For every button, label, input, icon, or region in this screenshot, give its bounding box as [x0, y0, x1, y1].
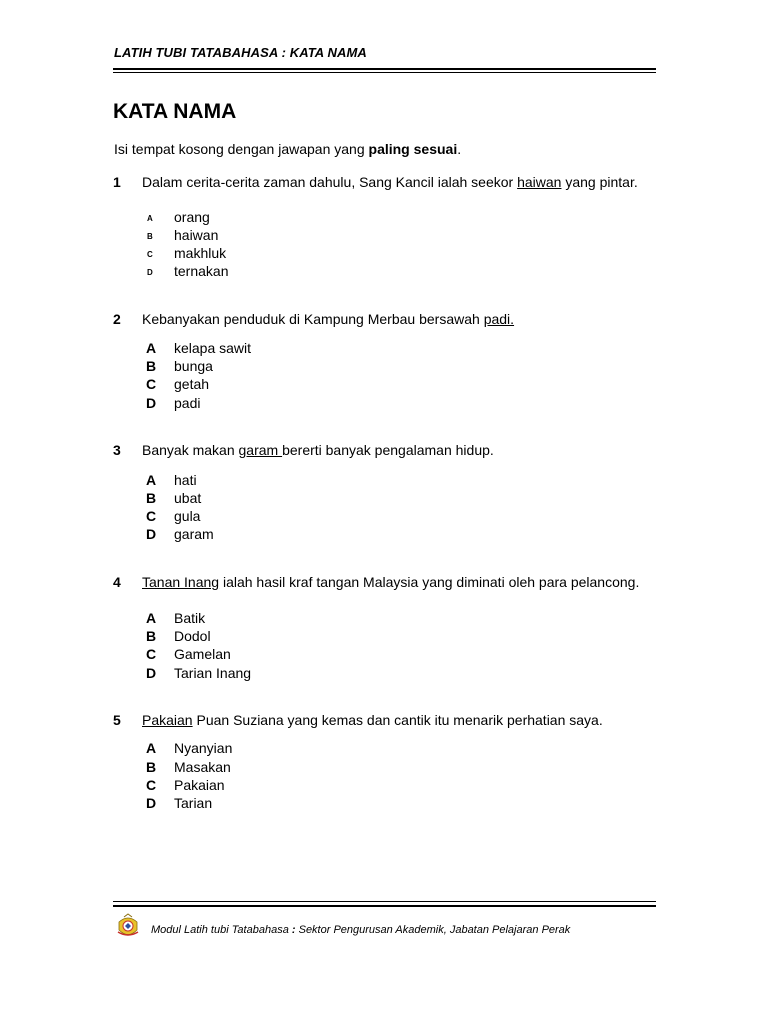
footer-text-left: Modul Latih tubi Tatabahasa	[151, 924, 292, 936]
instruction-emphasis: paling sesuai	[368, 141, 458, 157]
option-text: kelapa sawit	[174, 340, 252, 356]
option-text: gula	[174, 508, 201, 524]
question-text-before: Dalam cerita-cerita zaman dahulu, Sang Kancil ialah seekor	[142, 174, 518, 190]
question-underlined-word: garam	[238, 442, 283, 458]
question-text	[142, 712, 603, 728]
option-text: Tarian Inang	[174, 665, 252, 681]
instruction-text: Isi tempat kosong dengan jawapan yang	[114, 141, 369, 157]
option-letter: B	[146, 358, 157, 374]
question-number: 1	[113, 174, 121, 190]
option-text: orang	[174, 209, 210, 225]
option-text: ubat	[174, 490, 202, 506]
option-letter: A	[146, 340, 157, 356]
option-text: Dodol	[174, 628, 211, 644]
option-text: Masakan	[174, 759, 231, 775]
option-text: Tarian	[174, 795, 213, 811]
option-letter: B	[146, 759, 157, 775]
option-letter: B	[147, 232, 153, 241]
question-number: 4	[113, 574, 121, 590]
option-text: hati	[174, 472, 197, 488]
question-text	[142, 574, 639, 590]
question-text	[142, 311, 514, 327]
option-text: Nyanyian	[174, 740, 233, 756]
option-text: Batik	[174, 610, 206, 626]
question-underlined-word: padi.	[483, 311, 515, 327]
option-letter: C	[146, 376, 157, 392]
question-text-after: Puan Suziana yang kemas dan cantik itu menarik perhatian saya.	[192, 712, 603, 728]
option-letter: A	[146, 740, 157, 756]
option-letter: C	[146, 508, 157, 524]
question-text-before: Banyak makan	[142, 442, 239, 458]
question-number: 5	[113, 712, 121, 728]
question-text-after: ialah hasil kraf tangan Malaysia yang diminati oleh para pelancong.	[219, 574, 640, 590]
instruction-end: .	[457, 141, 462, 157]
option-letter: B	[146, 490, 157, 506]
instruction	[114, 141, 461, 157]
question-number: 3	[113, 442, 121, 458]
footer-text	[151, 924, 570, 936]
footer-rule-thin	[113, 901, 656, 902]
option-letter: D	[146, 395, 157, 411]
question-underlined-word: haiwan	[517, 174, 562, 190]
option-letter: B	[146, 628, 157, 644]
option-text: padi	[174, 395, 201, 411]
option-text: garam	[174, 526, 214, 542]
footer-colon: :	[291, 924, 296, 936]
question-number: 2	[113, 311, 121, 327]
option-letter: C	[147, 250, 153, 259]
question-text-after: yang pintar.	[561, 174, 638, 190]
option-letter: A	[147, 214, 153, 223]
option-letter: D	[146, 665, 157, 681]
question-text-after: bererti banyak pengalaman hidup.	[282, 442, 494, 458]
option-text: Pakaian	[174, 777, 225, 793]
option-letter: C	[146, 646, 157, 662]
header-rule-thin	[113, 72, 656, 73]
question-text	[142, 174, 638, 190]
crest-icon	[115, 912, 141, 940]
footer-rule-thick	[113, 905, 656, 907]
question-underlined-word: Pakaian	[142, 712, 193, 728]
crest-crown	[124, 914, 132, 917]
running-header: LATIH TUBI TATABAHASA : KATA NAMA	[114, 45, 367, 60]
footer-text-right: Sektor Pengurusan Akademik, Jabatan Pelajaran Perak	[295, 924, 571, 936]
option-text: bunga	[174, 358, 213, 374]
option-letter: D	[146, 795, 157, 811]
option-text: ternakan	[174, 263, 229, 279]
option-text: haiwan	[174, 227, 219, 243]
option-letter: D	[147, 268, 153, 277]
option-letter: C	[146, 777, 157, 793]
option-letter: A	[146, 610, 157, 626]
question-underlined-word: Tanan Inang	[142, 574, 220, 590]
header-rule-thick	[113, 68, 656, 70]
page-title: KATA NAMA	[113, 100, 237, 123]
option-text: getah	[174, 376, 210, 392]
question-text-before: Kebanyakan penduduk di Kampung Merbau bersawah	[142, 311, 484, 327]
option-letter: A	[146, 472, 157, 488]
option-letter: D	[146, 526, 157, 542]
option-text: Gamelan	[174, 646, 231, 662]
option-text: makhluk	[174, 245, 227, 261]
question-text	[142, 442, 494, 458]
